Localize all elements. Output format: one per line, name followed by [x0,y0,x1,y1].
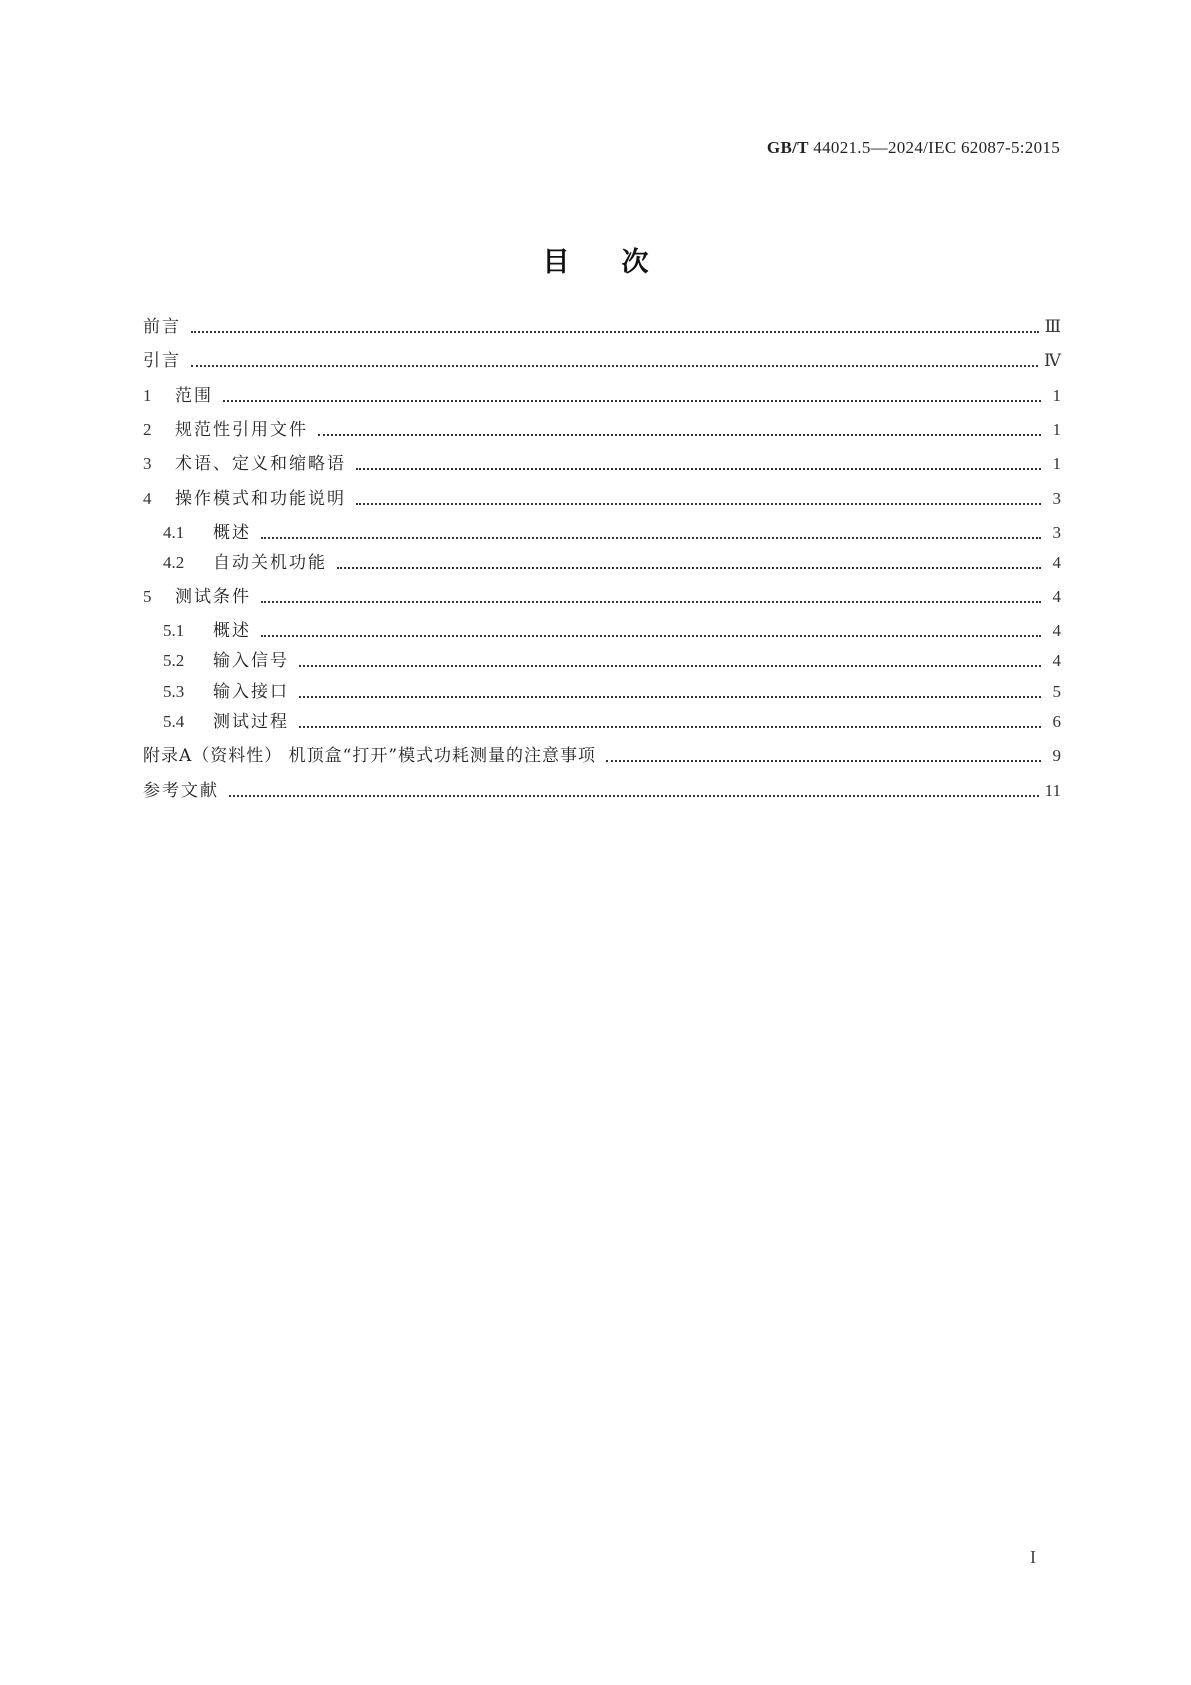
toc-entry-number: 5.4 [163,712,185,731]
toc-entry-page: 4 [1052,587,1061,606]
dot-leader [337,550,1041,576]
toc-entry-number: 4 [143,489,152,508]
dot-leader [261,618,1041,644]
document-code-prefix: GB/T [766,138,809,157]
toc-entry-number: 5.3 [163,682,185,701]
toc-entry-page: 1 [1052,420,1061,439]
toc-entry-page: 5 [1052,682,1061,701]
dot-leader [261,584,1041,610]
toc-entry-label: 前言 [143,317,181,337]
toc-entry-5-2-input-signal[interactable] [163,648,1061,674]
toc-entry-number: 5.2 [163,651,185,670]
toc-entry-page: Ⅳ [1044,351,1061,370]
toc-entry-label: 概述 [213,523,251,543]
toc-entry-label: 自动关机功能 [213,553,327,573]
toc-entry-5-4-test-procedure[interactable] [163,709,1061,735]
toc-entry-5-1-overview[interactable] [163,618,1061,644]
toc-entry-foreword[interactable] [143,314,1061,340]
dot-leader [223,383,1041,409]
toc-entry-label: 测试条件 [175,587,251,607]
toc-entry-number: 4.1 [163,523,185,542]
toc-entry-operating-modes[interactable] [143,486,1061,512]
toc-entry-normative-references[interactable] [143,417,1061,443]
toc-entry-page: 6 [1052,712,1061,731]
document-code [767,138,1060,158]
toc-entry-bibliography[interactable] [143,778,1061,804]
dot-leader [229,778,1039,804]
dot-leader [299,679,1041,705]
toc-entry-label: 术语、定义和缩略语 [175,454,346,474]
toc-entry-number: 3 [143,454,152,473]
toc-entry-page: 11 [1044,781,1061,800]
toc-entry-scope[interactable] [143,383,1061,409]
toc-entry-label: 测试过程 [213,712,289,732]
toc-entry-label: 范围 [175,386,213,406]
toc-entry-number: 5 [143,587,152,606]
dot-leader [191,314,1039,340]
page-title: 目次 [542,247,701,278]
toc-entry-test-conditions[interactable] [143,584,1061,610]
dot-leader [356,451,1041,477]
toc-entry-label: 输入信号 [213,651,289,671]
toc-entry-label: 引言 [143,351,181,371]
toc-entry-page: 3 [1052,523,1061,542]
toc-entry-page: 1 [1052,454,1061,473]
dot-leader [606,743,1041,769]
toc-entry-page: 4 [1052,553,1061,572]
dot-leader [261,520,1041,546]
toc-entry-label: 操作模式和功能说明 [175,489,346,509]
dot-leader [318,417,1041,443]
page-number: I [1030,1547,1036,1567]
toc-entry-page: 4 [1052,651,1061,670]
toc-entry-number: 4.2 [163,553,185,572]
toc-entry-label: 规范性引用文件 [175,420,308,440]
toc-entry-label: 参考文献 [143,781,219,801]
dot-leader [299,709,1041,735]
dot-leader [299,648,1041,674]
toc-entry-label: 输入接口 [213,682,289,702]
document-code-number: 44021.5—2024/IEC 62087-5:2015 [808,138,1060,157]
toc-entry-introduction[interactable] [143,348,1061,374]
toc-entry-page: 3 [1052,489,1061,508]
toc-entry-page: 1 [1052,386,1061,405]
toc-entry-number: 5.1 [163,621,185,640]
toc-entry-number: 1 [143,386,152,405]
dot-leader [191,348,1038,374]
toc-entry-terms-definitions[interactable] [143,451,1061,477]
toc-entry-4-1-overview[interactable] [163,520,1061,546]
toc-entry-number: 2 [143,420,152,439]
toc-entry-5-3-input-interface[interactable] [163,679,1061,705]
toc-entry-page: Ⅲ [1044,317,1061,336]
toc-entry-label: 附录A（资料性） 机顶盒“打开”模式功耗测量的注意事项 [143,746,597,766]
toc-entry-page: 4 [1052,621,1061,640]
dot-leader [356,486,1041,512]
toc-entry-annex-a[interactable] [143,743,1061,769]
toc-entry-page: 9 [1052,746,1061,765]
toc-entry-label: 概述 [213,621,251,641]
toc-entry-4-2-auto-power-down[interactable] [163,550,1061,576]
